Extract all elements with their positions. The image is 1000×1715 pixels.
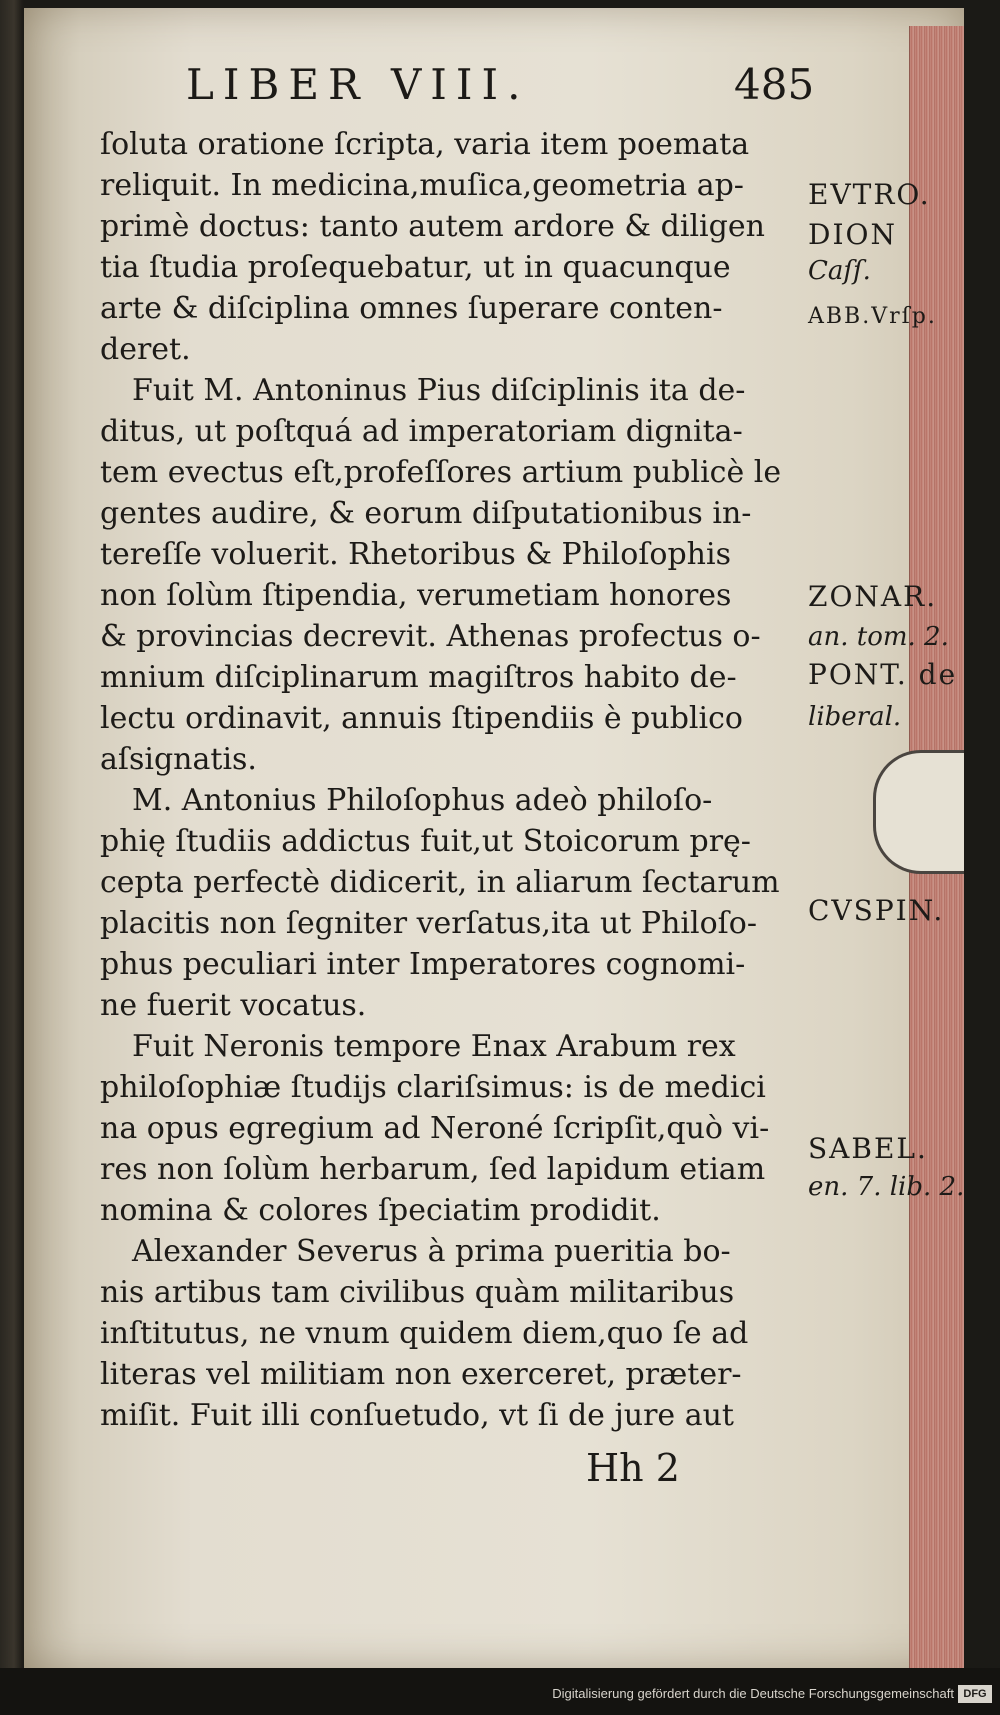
margin-note-liberal: liberal. [808, 702, 902, 732]
margin-note-dion: DION [808, 218, 897, 251]
text-line: primè doctus: tanto autem ardore & diligen [100, 209, 765, 244]
margin-note-cuspin: CVSPIN. [808, 894, 945, 927]
text-line: ſoluta oratione ſcripta, varia item poemata [100, 127, 750, 162]
margin-note-en-lib: en. 7. lib. 2. [808, 1172, 965, 1202]
text-line: tereſſe voluerit. Rhetoribus & Philoſophis [100, 537, 731, 572]
text-line: gentes audire, & eorum diſputationibus in- [100, 496, 752, 531]
margin-note-zonar: ZONAR. [808, 580, 938, 613]
page-clip-tab [873, 750, 964, 874]
text-line: miſit. Fuit illi conſuetudo, vt ſi de jure aut [100, 1398, 734, 1433]
text-line: literas vel militiam non exerceret, præter- [100, 1357, 742, 1392]
text-line: tem evectus eſt,profeſſores artium publicè le [100, 455, 782, 490]
margin-note-an-tom: an. tom. 2. [808, 622, 949, 652]
footer-credit: Digitalisierung gefördert durch die Deutsche Forschungsgemeinschaft [552, 1686, 954, 1701]
page-header [24, 60, 964, 120]
text-line: M. Antonius Philoſophus adeò philoſo- [132, 783, 713, 818]
text-line: nis artibus tam civilibus quàm militaribus [100, 1275, 735, 1310]
text-line: ne fuerit vocatus. [100, 988, 367, 1023]
text-line: philoſophiæ ſtudijs clariſsimus: is de medici [100, 1070, 766, 1105]
margin-note-pont: PONT. de [808, 658, 958, 691]
running-head: LIBER VIII. [186, 60, 530, 109]
text-line: ditus, ut poſtquá ad imperatoriam dignita- [100, 414, 743, 449]
text-line: Fuit Neronis tempore Enax Arabum rex [132, 1029, 736, 1064]
paragraph-1 [100, 124, 800, 370]
text-line: phię ſtudiis addictus fuit,ut Stoicorum prę- [100, 824, 751, 859]
margin-note-sabel: SABEL. [808, 1132, 928, 1165]
text-line: na opus egregium ad Neroné ſcripſit,quò vi- [100, 1111, 770, 1146]
text-line: mnium diſciplinarum magiſtros habito de- [100, 660, 737, 695]
page-number: 485 [734, 60, 815, 109]
dfg-logo: DFG [958, 1685, 992, 1703]
text-line: non ſolùm ſtipendia, verumetiam honores [100, 578, 732, 613]
margin-note-eutrop: EVTRO. [808, 178, 931, 211]
text-line: aſsignatis. [100, 742, 257, 777]
text-line: Fuit M. Antoninus Pius diſciplinis ita de- [132, 373, 746, 408]
text-line: nomina & colores ſpeciatim prodidit. [100, 1193, 661, 1228]
signature-mark: Hh 2 [586, 1446, 680, 1490]
paragraph-2 [100, 370, 800, 780]
text-line: tia ſtudia proſequebatur, ut in quacunque [100, 250, 731, 285]
digitization-footer [0, 1682, 1000, 1712]
text-line: & provincias decrevit. Athenas profectus o- [100, 619, 761, 654]
text-line: res non ſolùm herbarum, ſed lapidum etiam [100, 1152, 766, 1187]
text-line: deret. [100, 332, 191, 367]
text-line: reliquit. In medicina,muſica,geometria ap- [100, 168, 744, 203]
paragraph-4 [100, 1026, 800, 1231]
book-page [24, 8, 964, 1668]
margin-note-abb: ABB.Vrſp. [808, 304, 937, 329]
paragraph-5 [100, 1231, 800, 1436]
body-text [100, 124, 800, 1436]
text-line: phus peculiari inter Imperatores cognomi- [100, 947, 746, 982]
paragraph-3 [100, 780, 800, 1026]
text-line: placitis non ſegniter verſatus,ita ut Philoſo- [100, 906, 757, 941]
margin-note-cass: Caſſ. [808, 256, 871, 286]
text-line: arte & diſciplina omnes ſuperare conten- [100, 291, 723, 326]
text-line: inſtitutus, ne vnum quidem diem,quo ſe ad [100, 1316, 749, 1351]
text-line: cepta perfectè didicerit, in aliarum ſectarum [100, 865, 780, 900]
text-line: lectu ordinavit, annuis ſtipendiis è publico [100, 701, 743, 736]
text-line: Alexander Severus à prima pueritia bo- [132, 1234, 731, 1269]
